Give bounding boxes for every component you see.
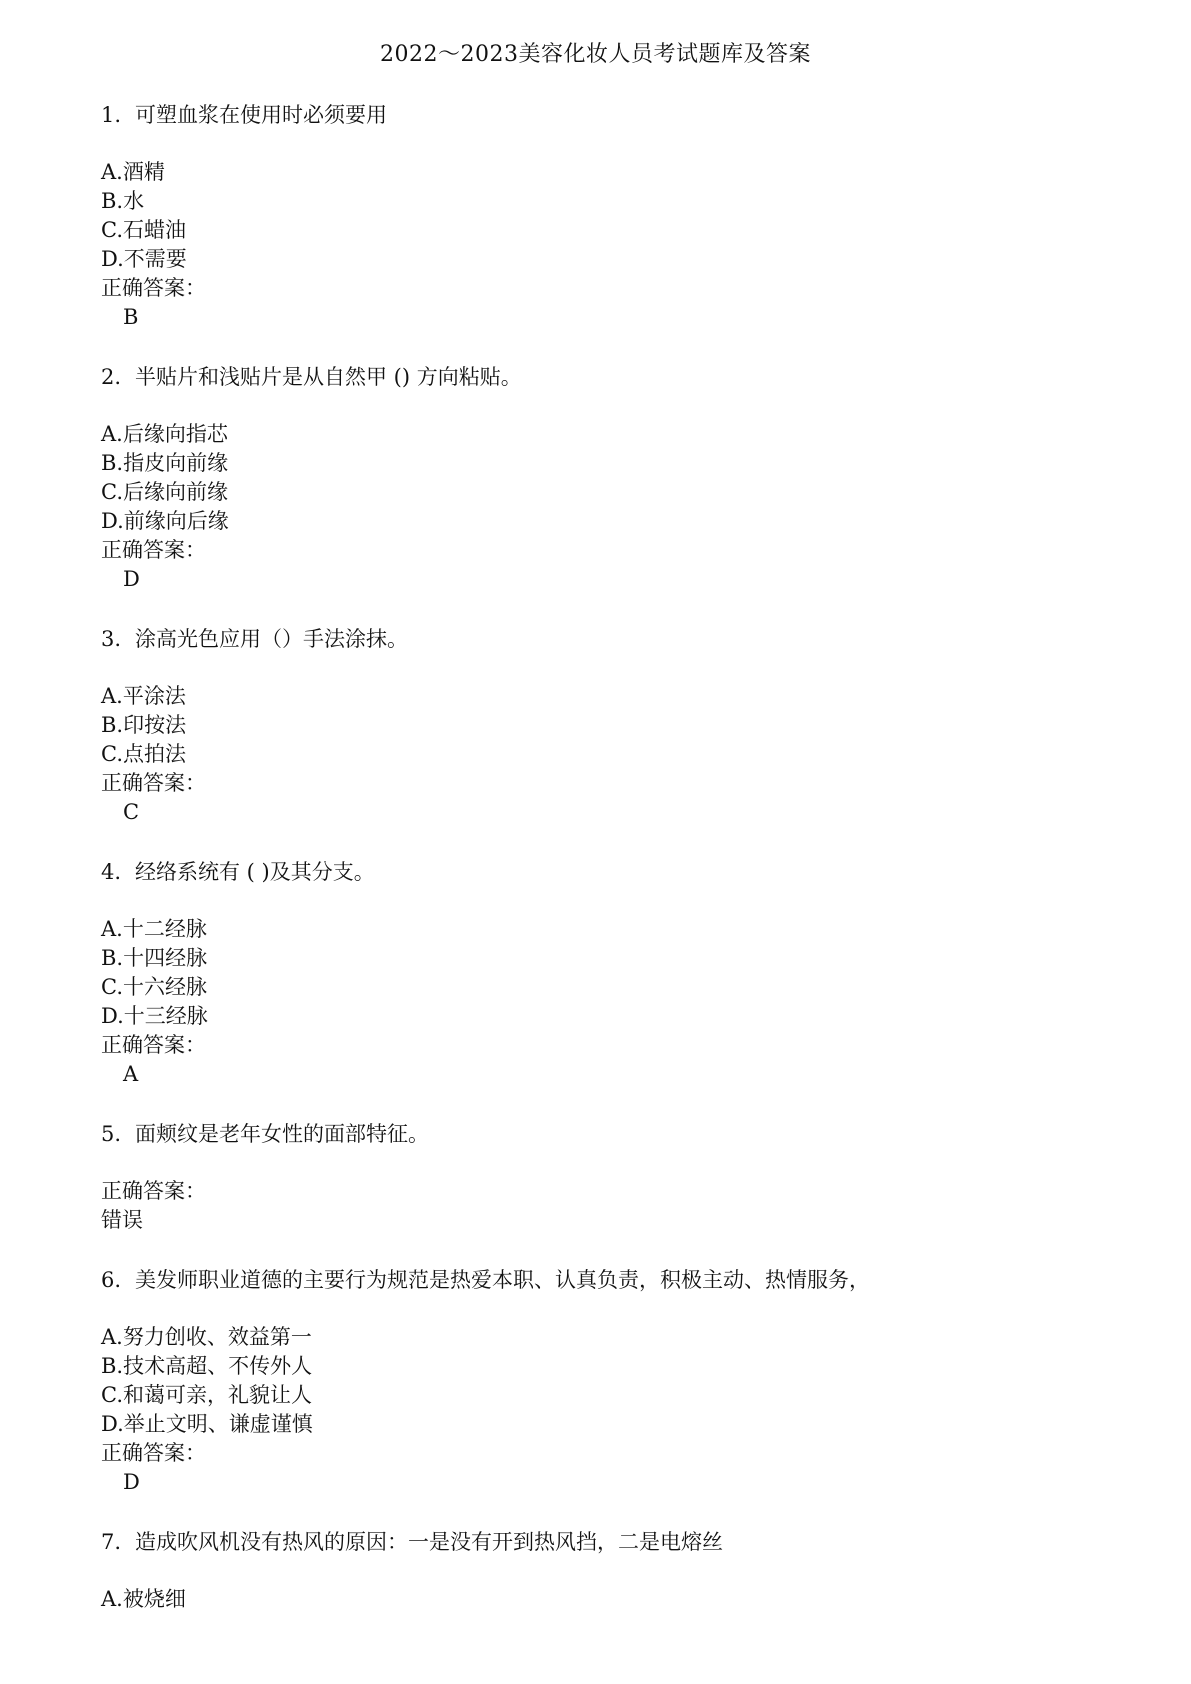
option-d: D.前缘向后缘 — [101, 509, 229, 533]
answer-value: D — [123, 567, 140, 591]
question-stem — [101, 857, 1101, 887]
question-text: 造成吹风机没有热风的原因：一是没有开到热风挡，二是电熔丝 — [135, 1530, 723, 1554]
answer-label: 正确答案： — [101, 1441, 206, 1465]
question-1 — [101, 100, 1101, 362]
question-stem — [101, 1265, 1101, 1295]
question-2 — [101, 362, 1101, 624]
question-number: 4. — [101, 860, 122, 884]
option-a: A.被烧细 — [101, 1587, 186, 1611]
option-a: A.后缘向指芯 — [101, 422, 228, 446]
question-number: 6. — [101, 1268, 122, 1292]
option-d: D.不需要 — [101, 247, 187, 271]
option-b: B.水 — [101, 189, 145, 213]
answer-value: 错误 — [101, 1208, 143, 1232]
option-a: A.努力创收、效益第一 — [101, 1325, 312, 1349]
question-stem — [101, 1527, 1101, 1557]
option-b: B.指皮向前缘 — [101, 451, 229, 475]
question-stem — [101, 100, 1101, 130]
answer-value: C — [123, 800, 140, 824]
question-5 — [101, 1119, 1101, 1265]
answer-label: 正确答案： — [101, 1179, 206, 1203]
question-text: 半贴片和浅贴片是从自然甲 () 方向粘贴。 — [135, 365, 522, 389]
option-c: C.后缘向前缘 — [101, 480, 228, 504]
question-text: 涂高光色应用（）手法涂抹。 — [135, 627, 408, 651]
question-number: 2. — [101, 365, 122, 389]
answer-value: A — [123, 1062, 139, 1086]
option-a: A.平涂法 — [101, 684, 186, 708]
answer-value: D — [123, 1470, 140, 1494]
question-6 — [101, 1265, 1101, 1527]
question-number: 7. — [101, 1530, 122, 1554]
answer-label: 正确答案： — [101, 538, 206, 562]
option-d: D.十三经脉 — [101, 1004, 208, 1028]
question-list — [101, 100, 1101, 1614]
question-number: 5. — [101, 1122, 122, 1146]
question-4 — [101, 857, 1101, 1119]
question-text: 可塑血浆在使用时必须要用 — [135, 103, 387, 127]
option-a: A.酒精 — [101, 160, 165, 184]
document-title: 2022～2023美容化妆人员考试题库及答案 — [380, 42, 811, 67]
question-7 — [101, 1527, 1101, 1614]
option-b: B.技术高超、不传外人 — [101, 1354, 313, 1378]
option-d: D.举止文明、谦虚谨慎 — [101, 1412, 313, 1436]
question-stem — [101, 1119, 1101, 1149]
question-number: 1. — [101, 103, 122, 127]
question-stem — [101, 362, 1101, 392]
option-b: B.十四经脉 — [101, 946, 208, 970]
option-b: B.印按法 — [101, 713, 187, 737]
answer-value: B — [123, 305, 139, 329]
answer-label: 正确答案： — [101, 771, 206, 795]
option-c: C.和蔼可亲，礼貌让人 — [101, 1383, 312, 1407]
question-3 — [101, 624, 1101, 857]
option-a: A.十二经脉 — [101, 917, 207, 941]
option-c: C.十六经脉 — [101, 975, 207, 999]
option-c: C.石蜡油 — [101, 218, 186, 242]
option-c: C.点拍法 — [101, 742, 186, 766]
question-text: 美发师职业道德的主要行为规范是热爱本职、认真负责，积极主动、热情服务， — [135, 1268, 870, 1292]
question-stem — [101, 624, 1101, 654]
answer-label: 正确答案： — [101, 1033, 206, 1057]
question-number: 3. — [101, 627, 122, 651]
question-text: 面颊纹是老年女性的面部特征。 — [135, 1122, 429, 1146]
question-text: 经络系统有 ( )及其分支。 — [135, 860, 375, 884]
answer-label: 正确答案： — [101, 276, 206, 300]
